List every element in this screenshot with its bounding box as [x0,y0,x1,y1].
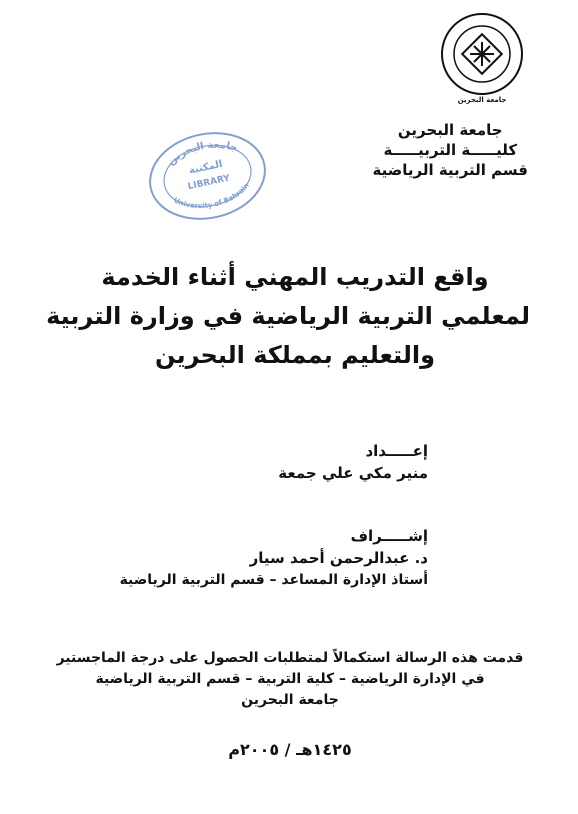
university-seal [436,12,528,104]
institution-block [373,120,528,180]
submission-date: ١٤٢٥هـ / ٢٠٠٥م [228,740,352,759]
degree-line-3: جامعة البحرين [241,692,339,708]
supervision-section [120,525,428,591]
degree-statement [40,648,540,711]
degree-line-2: في الإدارة الرياضية – كلية التربية – قسم التربية الرياضية [95,671,485,687]
college-name: كليـــــة التربيـــــة [383,141,518,159]
library-stamp [145,130,270,222]
preparation-section [278,440,428,484]
title-line-3: والتعليم بمملكة البحرين [155,341,435,369]
supervisor-name: د. عبدالرحمن أحمد سيار [249,549,428,567]
thesis-title [46,258,530,375]
title-line-1: واقع التدريب المهني أثناء الخدمة [101,263,489,291]
preparation-heading: إعـــــداد [365,442,428,460]
stamp-middle-text: المكتبة [187,158,224,177]
degree-line-1: قدمت هذه الرسالة استكمالاً لمتطلبات الحصول على درجة الماجستير [56,650,524,666]
stamp-label: LIBRARY [186,173,231,193]
department-name: قسم التربية الرياضية [372,161,528,179]
stamp-bottom-text: University of Bahrain [172,181,251,211]
supervision-heading: إشـــــراف [350,527,428,545]
author-name: منير مكي علي جمعة [278,464,428,482]
stamp-top-text: جامعة البحرين [165,139,239,168]
title-line-2: لمعلمي التربية الرياضية في وزارة التربية [46,302,530,330]
seal-footer-text: جامعة البحرين [457,96,507,104]
supervisor-rank: أستاذ الإدارة المساعد – قسم التربية الرياضية [119,572,428,588]
university-name: جامعة البحرين [397,121,503,139]
